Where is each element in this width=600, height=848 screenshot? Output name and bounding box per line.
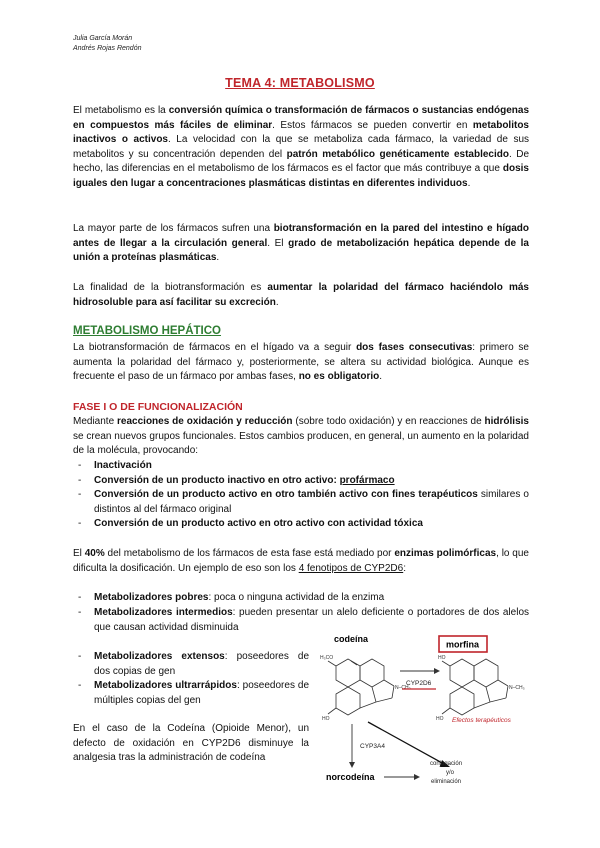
phenotype-list-top	[73, 591, 529, 606]
cyp2d6-label: CYP2D6	[406, 680, 432, 687]
list-item: - Metabolizadores ultrarrápidos: poseedores de múltiples copias del gen	[73, 679, 309, 708]
conjugation-label: conjugación	[430, 761, 463, 767]
list-item: - Conversión de un producto inactivo en otro activo: profármaco	[73, 474, 529, 489]
conjugation-label: eliminación	[431, 779, 462, 785]
phase1-consequences-list	[73, 459, 529, 532]
phase1-paragraph: Mediante reacciones de oxidación y reducción (sobre todo oxidación) y en reacciones de hidrólisis se crean nuevos grupos funcionales. Estos cambios producen, en general, un aumento en la polaridad de la molécula, provocando:	[73, 416, 529, 457]
intro-paragraph: La mayor parte de los fármacos sufren una biotransformación en la pared del intestino e hígado antes de llegar a la circulación general. El grado de metabolización hepática depende de la unión a proteínas plasmáticas.	[73, 223, 529, 264]
codeine-label: codeína	[334, 634, 369, 644]
page-title: TEMA 4: METABOLISMO	[225, 76, 375, 90]
conjugation-label: y/o	[446, 770, 455, 776]
list-item: - Metabolizadores extensos: poseedores de dos copias de gen	[73, 650, 309, 679]
intro-paragraph: La finalidad de la biotransformación es aumentar la polaridad del fármaco haciéndolo más hidrosoluble para así facilitar su excreción.	[73, 282, 529, 308]
codeine-metabolism-diagram	[316, 628, 532, 798]
svg-text:HO: HO	[436, 716, 444, 722]
cyp3a4-label: CYP3A4	[360, 743, 385, 750]
section-heading-hepatic: METABOLISMO HEPÁTICO	[73, 325, 222, 337]
svg-text:H₃CO: H₃CO	[320, 655, 334, 661]
author-name: Andrés Rojas Rendón	[73, 45, 142, 52]
svg-text:HO: HO	[322, 716, 330, 722]
therapeutic-effects-label: Efectos terapéuticos	[452, 717, 511, 724]
author-name: Julia García Morán	[73, 35, 133, 42]
svg-text:N–CH₃: N–CH₃	[395, 685, 411, 691]
phenotype-list-narrow	[73, 650, 309, 708]
morphine-label: morfina	[446, 639, 480, 650]
svg-text:HO: HO	[438, 655, 446, 661]
list-item: - Metabolizadores pobres: poca o ninguna actividad de la enzima	[73, 591, 529, 606]
list-item: - Conversión de un producto activo en otro activo con actividad tóxica	[73, 517, 529, 532]
codeine-paragraph: En el caso de la Codeína (Opioide Menor), un defecto de oxidación en CYP2D6 disminuye la analgesia tras la administración de codeína	[73, 723, 309, 764]
hepatic-paragraph: La biotransformación de fármacos en el hígado va a seguir dos fases consecutivas: primero se aumenta la polaridad del fármaco y, posteriormente, se altera su actividad biológica. Aunque es frecuente el paso de un fármaco por ambas fases, no es obligatorio.	[73, 342, 529, 383]
list-item: - Conversión de un producto activo en otro también activo con fines terapéuticos similares o distintos al del fármaco original	[73, 488, 529, 517]
authors-header	[73, 34, 142, 54]
norcodeine-label: norcodeína	[326, 772, 375, 782]
list-item: - Metabolizadores intermedios: pueden presentar un alelo deficiente o portadores de dos alelos que causan actividad disminuida	[73, 606, 529, 635]
svg-text:N–CH₃: N–CH₃	[509, 685, 525, 691]
intro-paragraph: El metabolismo es la conversión química o transformación de fármacos o sustancias endógenas en compuestos más fáciles de eliminar. Estos fármacos se pueden convertir en metabolitos inactivos o activos. La velocidad con la que se metaboliza cada fármaco, la variedad de sus metabolitos y su concentración dependen del patrón metabólico genéticamente establecido. De hecho, las diferencias en el metabolismo de los fármacos es el factor que más contribuye a que dosis iguales den lugar a concentraciones plasmáticas distintas en diferentes individuos.	[73, 105, 530, 189]
list-item: - Inactivación	[73, 459, 529, 474]
section-heading-phase1: FASE I O DE FUNCIONALIZACIÓN	[73, 401, 243, 413]
cyp2d6-paragraph: El 40% del metabolismo de los fármacos de esta fase está mediado por enzimas polimórficas, lo que dificulta la dosificación. Un ejemplo de eso son los 4 fenotipos de CYP2D6:	[73, 548, 529, 574]
